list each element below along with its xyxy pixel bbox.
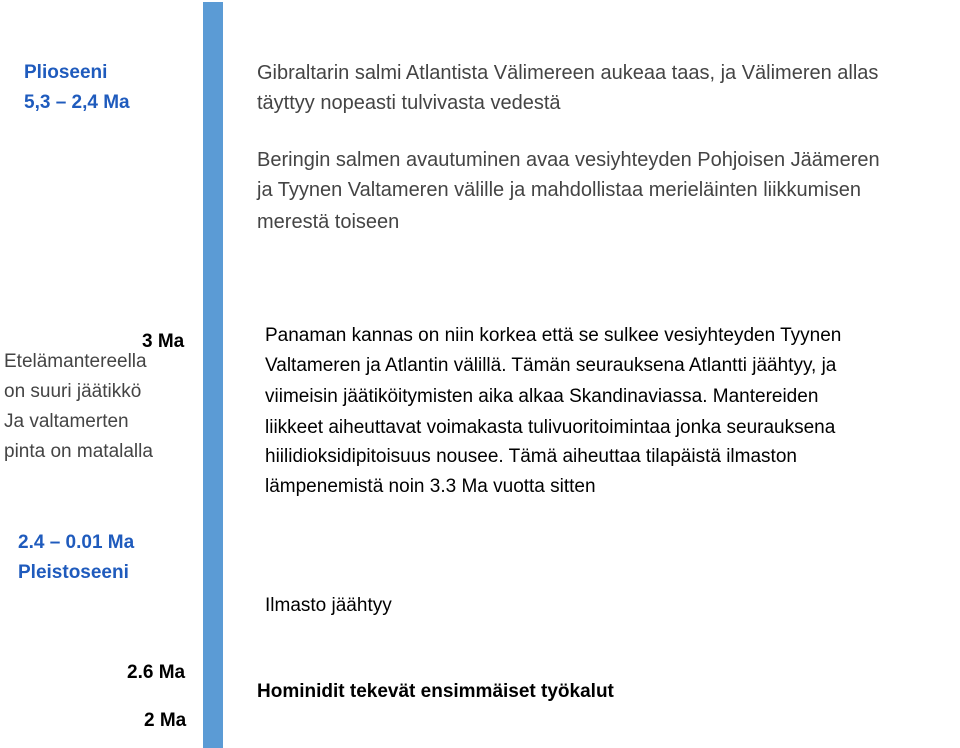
event-line: hiilidioksidipitoisuus nousee. Tämä aiheuttaa tilapäistä ilmaston bbox=[265, 446, 797, 467]
event-line: merestä toiseen bbox=[257, 211, 400, 233]
event-line: täyttyy nopeasti tulvivasta vedestä bbox=[257, 92, 561, 114]
mark-3ma: 3 Ma bbox=[142, 331, 185, 352]
event-line: lämpenemistä noin 3.3 Ma vuotta sitten bbox=[265, 476, 596, 497]
pliocene-title: Plioseeni bbox=[24, 62, 108, 83]
timeline-bar bbox=[203, 2, 223, 748]
event-line: ja Tyynen Valtameren välille ja mahdollistaa merieläinten liikkumisen bbox=[257, 179, 861, 201]
antarctic-note-line: Ja valtamerten bbox=[4, 411, 129, 432]
antarctic-note-line: pinta on matalalla bbox=[4, 441, 153, 462]
event-line: Valtameren ja Atlantin välillä. Tämän seurauksena Atlantti jäähtyy, ja bbox=[265, 355, 837, 376]
mark-2-6ma: 2.6 Ma bbox=[127, 662, 186, 683]
event-cooling: Ilmasto jäähtyy bbox=[265, 595, 392, 616]
event-line: liikkeet aiheuttavat voimakasta tulivuoritoimintaa jonka seurauksena bbox=[265, 417, 836, 438]
event-line: Panaman kannas on niin korkea että se sulkee vesiyhteyden Tyynen bbox=[265, 325, 842, 346]
event-line: Beringin salmen avautuminen avaa vesiyhteyden Pohjoisen Jäämeren bbox=[257, 149, 880, 171]
pleistocene-range: 2.4 – 0.01 Ma bbox=[18, 532, 135, 553]
pleistocene-title: Pleistoseeni bbox=[18, 562, 129, 583]
event-line: Gibraltarin salmi Atlantista Välimereen aukeaa taas, ja Välimeren allas bbox=[257, 62, 879, 84]
mark-2ma: 2 Ma bbox=[144, 710, 187, 731]
pliocene-range: 5,3 – 2,4 Ma bbox=[24, 92, 130, 113]
event-line: viimeisin jäätiköitymisten aika alkaa Skandinaviassa. Mantereiden bbox=[265, 386, 819, 407]
antarctic-note-line: on suuri jäätikkö bbox=[4, 381, 142, 402]
antarctic-note-line: Etelämantereella bbox=[4, 351, 147, 372]
event-hominids: Hominidit tekevät ensimmäiset työkalut bbox=[257, 681, 614, 702]
